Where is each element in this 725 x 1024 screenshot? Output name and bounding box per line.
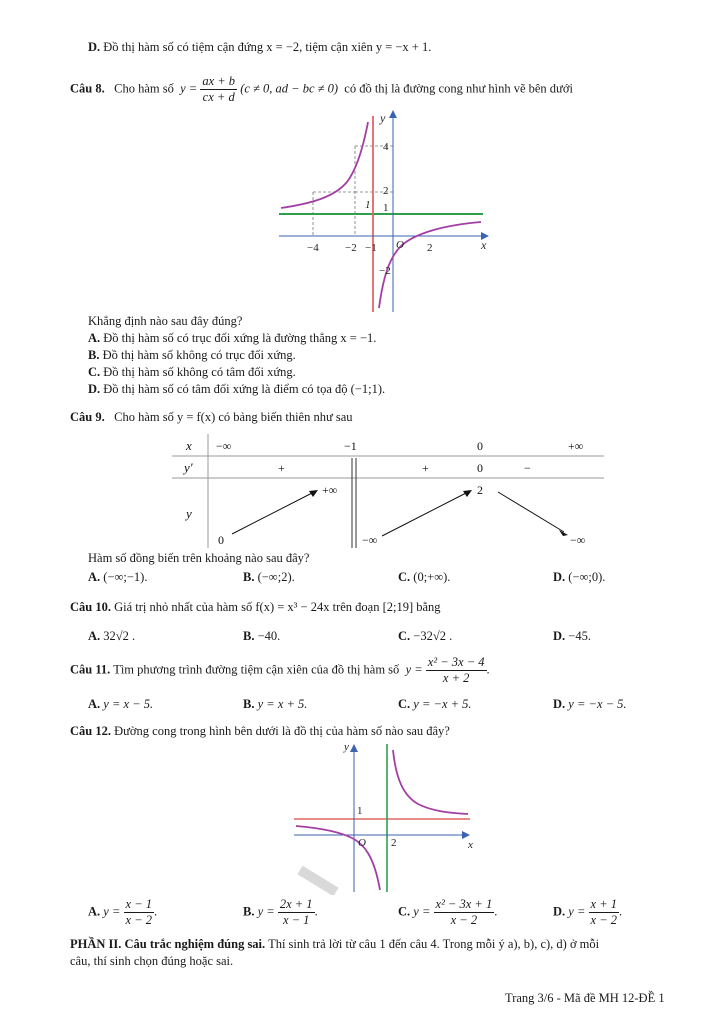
q8-option-a[interactable] bbox=[88, 331, 376, 346]
y-tick-label: −2 bbox=[379, 265, 391, 277]
curve-right-branch bbox=[393, 750, 468, 814]
y-value: −∞ bbox=[570, 533, 586, 547]
fraction-numerator: ax + b bbox=[202, 74, 236, 88]
option-label: C. bbox=[398, 629, 411, 643]
option-text: y = −x + 5. bbox=[413, 697, 472, 711]
q11-option-a[interactable] bbox=[88, 697, 153, 712]
question-text: Giá trị nhỏ nhất của hàm số f(x) = x³ − 24x trên đoạn [2;19] bằng bbox=[114, 600, 441, 614]
option-label: D. bbox=[88, 382, 101, 396]
q9-option-a[interactable] bbox=[88, 570, 147, 585]
fraction-denominator: x + 2 bbox=[442, 671, 470, 685]
option-lhs: y = bbox=[568, 904, 586, 919]
q9-prompt: Hàm số đồng biến trên khoảng nào sau đây? bbox=[88, 551, 310, 565]
q8-prompt: Khẳng định nào sau đây đúng? bbox=[88, 314, 243, 328]
part-instructions-line-1: Thí sinh trả lời từ câu 1 đến câu 4. Trong mỗi ý a), b), c), d) ở mỗi bbox=[268, 937, 600, 951]
option-text: (−∞;−1). bbox=[103, 570, 148, 584]
function-lhs: y = bbox=[405, 662, 423, 677]
q8-option-c[interactable] bbox=[88, 365, 296, 380]
row-header-yprime: y′ bbox=[184, 460, 193, 475]
q12-option-c[interactable]: C. y = $\frac{\text{x² − 3x + 1}}{x - 2}$ . bbox=[398, 897, 498, 927]
q11-option-c[interactable] bbox=[398, 697, 472, 712]
option-label: A. bbox=[88, 904, 101, 919]
option-text: Đồ thị hàm số không có trục đối xứng. bbox=[102, 348, 296, 362]
x-tick-label: −1 bbox=[365, 242, 377, 254]
prev-option-d bbox=[88, 40, 431, 55]
option-fraction bbox=[124, 897, 154, 928]
sign: + bbox=[422, 461, 429, 475]
x-value: −∞ bbox=[216, 439, 232, 453]
option-lhs: y = bbox=[103, 904, 121, 919]
option-label: D. bbox=[553, 904, 566, 919]
option-text: y = −x − 5. bbox=[568, 697, 627, 711]
option-label: B. bbox=[88, 348, 100, 362]
y-axis-label: y bbox=[380, 111, 386, 125]
option-text: y = x − 5. bbox=[103, 697, 154, 711]
option-label: D. bbox=[553, 570, 566, 584]
origin-label: O bbox=[396, 239, 404, 251]
question-11-stem: Câu 11. Tìm phương trình đường tiệm cận xiên của đồ thị hàm số y = $\frac{\text{x² − 3x − 4}}{x + 2}$ . bbox=[70, 655, 490, 685]
sign: + bbox=[278, 461, 285, 475]
question-label: Câu 8. bbox=[70, 81, 105, 96]
option-label: C. bbox=[398, 904, 411, 919]
part-instructions-line-2: câu, thí sinh chọn đúng hoặc sai. bbox=[70, 954, 234, 968]
function-fraction bbox=[426, 655, 487, 686]
fraction-numerator: x − 1 bbox=[125, 897, 152, 911]
q12-option-a[interactable]: A. y = $\frac{x - 1}{x - 2}$ . bbox=[88, 897, 158, 927]
y-value: 0 bbox=[218, 533, 224, 547]
row-header-y: y bbox=[186, 506, 192, 521]
option-label: A. bbox=[88, 570, 101, 584]
y-tick-label: 1 bbox=[383, 202, 389, 214]
option-label: A. bbox=[88, 697, 101, 711]
y-axis-label: y bbox=[344, 741, 349, 753]
question-9-stem bbox=[70, 410, 353, 425]
option-text: (−∞;0). bbox=[568, 570, 606, 584]
q10-option-a[interactable] bbox=[88, 629, 135, 644]
y-value: +∞ bbox=[322, 483, 338, 497]
option-label: B. bbox=[243, 570, 255, 584]
q9-option-d[interactable] bbox=[553, 570, 605, 585]
function-fraction bbox=[200, 74, 237, 105]
option-text: −32√2 . bbox=[413, 629, 453, 643]
option-fraction bbox=[434, 897, 495, 928]
option-fraction bbox=[589, 897, 619, 928]
option-label: C. bbox=[88, 365, 101, 379]
x-tick-label: 2 bbox=[391, 837, 397, 849]
x-value: 0 bbox=[477, 439, 483, 453]
option-label: D. bbox=[88, 40, 101, 54]
fraction-numerator: x + 1 bbox=[590, 897, 617, 911]
row-header-x: x bbox=[186, 438, 192, 453]
question-text: Cho hàm số y = f(x) có bảng biến thiên như sau bbox=[114, 410, 353, 424]
x-axis-label: x bbox=[481, 238, 487, 252]
question-text: Tìm phương trình đường tiệm cận xiên của đồ thị hàm số bbox=[113, 662, 400, 677]
q9-option-c[interactable] bbox=[398, 570, 450, 585]
option-label: D. bbox=[553, 629, 566, 643]
fraction-numerator: 2x + 1 bbox=[279, 897, 313, 911]
question-label: Câu 12. bbox=[70, 724, 111, 738]
curve-right-branch bbox=[379, 222, 481, 308]
part-2-instructions bbox=[70, 937, 599, 952]
fraction-numerator: x² − 3x + 1 bbox=[435, 897, 493, 911]
option-text: −40. bbox=[257, 629, 281, 643]
option-label: D. bbox=[553, 697, 566, 711]
q10-option-d[interactable] bbox=[553, 629, 591, 644]
x-axis-label: x bbox=[468, 839, 473, 851]
x-tick-label: 2 bbox=[427, 242, 433, 254]
option-text: (0;+∞). bbox=[413, 570, 451, 584]
option-label: C. bbox=[398, 697, 411, 711]
sign: − bbox=[524, 461, 531, 475]
function-condition: (c ≠ 0, ad − bc ≠ 0) bbox=[240, 81, 339, 96]
q10-option-c[interactable] bbox=[398, 629, 452, 644]
option-fraction bbox=[278, 897, 315, 928]
question-tail: có đồ thị là đường cong như hình vẽ bên dưới bbox=[344, 81, 573, 96]
x-tick-label: −2 bbox=[345, 242, 357, 254]
q8-option-d[interactable] bbox=[88, 382, 385, 397]
question-label: Câu 10. bbox=[70, 600, 111, 614]
question-10-stem bbox=[70, 600, 441, 615]
option-label: C. bbox=[398, 570, 411, 584]
question-12-stem bbox=[70, 724, 450, 739]
option-label: A. bbox=[88, 629, 101, 643]
fraction-denominator: x − 2 bbox=[450, 913, 478, 927]
option-text: Đồ thị hàm số có tiệm cận đứng x = −2, tiệm cận xiên y = −x + 1. bbox=[103, 40, 432, 54]
page-footer: Trang 3/6 - Mã đề MH 12-ĐỀ 1 bbox=[505, 991, 665, 1005]
option-label: B. bbox=[243, 629, 255, 643]
fraction-denominator: x − 2 bbox=[125, 913, 152, 927]
y-tick-label: 4 bbox=[383, 141, 389, 153]
fraction-numerator: x² − 3x − 4 bbox=[427, 655, 485, 669]
y-tick-label: 1 bbox=[357, 805, 363, 817]
q9-option-b[interactable] bbox=[243, 570, 295, 585]
q8-graph bbox=[275, 108, 495, 313]
q11-option-d[interactable] bbox=[553, 697, 627, 712]
q12-option-d[interactable]: D. y = $\frac{x + 1}{x - 2}$ . bbox=[553, 897, 623, 927]
origin-label: O bbox=[358, 837, 366, 849]
option-label: A. bbox=[88, 331, 101, 345]
option-text: Đồ thị hàm số có trục đối xứng là đường thẳng x = −1. bbox=[103, 331, 377, 345]
option-text: Đồ thị hàm số có tâm đối xứng là điểm có tọa độ (−1;1). bbox=[103, 382, 386, 396]
q11-option-b[interactable] bbox=[243, 697, 307, 712]
y-value: −∞ bbox=[362, 533, 378, 547]
y-value: 2 bbox=[477, 483, 483, 497]
function-lhs: y = bbox=[180, 81, 198, 96]
curve-left-branch bbox=[281, 122, 368, 208]
fraction-denominator: x − 1 bbox=[282, 913, 310, 927]
fraction-denominator: cx + d bbox=[202, 90, 235, 104]
question-8-stem bbox=[70, 74, 573, 105]
question-label: Câu 11. bbox=[70, 662, 111, 677]
x-value: −1 bbox=[344, 439, 357, 453]
option-label: B. bbox=[243, 697, 255, 711]
asymptote-marker-label: 1 bbox=[365, 199, 371, 211]
variation-table bbox=[172, 432, 604, 550]
option-lhs: y = bbox=[257, 904, 275, 919]
q10-option-b[interactable] bbox=[243, 629, 280, 644]
option-text: y = x + 5. bbox=[257, 697, 308, 711]
fraction-denominator: x − 2 bbox=[590, 913, 617, 927]
q12-option-b[interactable]: B. y = $\frac{2x + 1}{x - 1}$ . bbox=[243, 897, 318, 927]
question-intro: Cho hàm số bbox=[114, 81, 174, 96]
q12-graph bbox=[290, 740, 480, 895]
option-text: (−∞;2). bbox=[257, 570, 295, 584]
part-title: PHẦN II. Câu trắc nghiệm đúng sai. bbox=[70, 937, 266, 951]
option-text: Đồ thị hàm số không có tâm đối xứng. bbox=[103, 365, 296, 379]
option-lhs: y = bbox=[413, 904, 431, 919]
x-value: +∞ bbox=[568, 439, 584, 453]
question-text: Đường cong trong hình bên dưới là đồ thị của hàm số nào sau đây? bbox=[114, 724, 450, 738]
question-label: Câu 9. bbox=[70, 410, 105, 424]
option-label: B. bbox=[243, 904, 255, 919]
option-text: −45. bbox=[568, 629, 591, 643]
q8-option-b[interactable] bbox=[88, 348, 296, 363]
x-tick-label: −4 bbox=[307, 242, 319, 254]
option-text: 32√2 . bbox=[103, 629, 136, 643]
y-tick-label: 2 bbox=[383, 185, 389, 197]
sign: 0 bbox=[477, 461, 483, 475]
